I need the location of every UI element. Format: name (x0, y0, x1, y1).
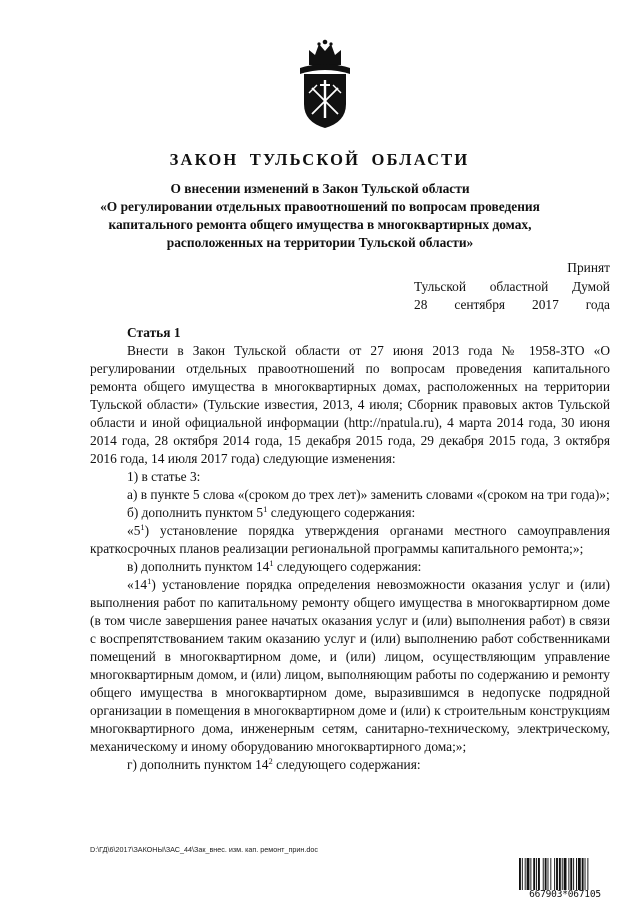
superscript: 1 (269, 558, 274, 568)
article-item-b (90, 504, 610, 522)
article-item-v (90, 558, 610, 576)
article-item-g (90, 756, 610, 774)
superscript: 1 (147, 576, 152, 586)
barcode-icon (519, 858, 611, 890)
item-text: следующего содержания: (272, 757, 421, 772)
superscript: 1 (263, 504, 268, 514)
article-item-a: а) в пункте 5 слова «(сроком до трех лет)» заменить словами «(сроком на три года)»; (127, 487, 610, 502)
adoption-day: 28 (414, 297, 428, 312)
barcode-number: 667903*067105 (529, 889, 601, 900)
article-body (90, 324, 610, 774)
item-text: г) дополнить пунктом 14 (127, 757, 269, 772)
subtitle-line: О внесении изменений в Закон Тульской области (170, 181, 470, 196)
subtitle-line: капитального ремонта общего имущества в многоквартирных домах, (108, 217, 532, 232)
item-text: «14 (127, 577, 148, 592)
item-text: «5 (127, 523, 141, 538)
quote-14-1 (90, 576, 610, 756)
adoption-word: областной (489, 278, 549, 294)
item-text: б) дополнить пунктом 5 (127, 505, 264, 520)
adoption-body (414, 278, 610, 297)
item-text: следующего содержания: (273, 559, 422, 574)
subtitle-line: «О регулировании отдельных правоотношений по вопросам проведения (100, 199, 540, 214)
article-item-1: 1) в статье 3: (127, 469, 201, 484)
adoption-month: сентября (454, 297, 506, 312)
adoption-label: Принят (567, 260, 610, 275)
item-text: следующего содержания: (267, 505, 416, 520)
adoption-date (414, 296, 610, 315)
article-heading: Статья 1 (127, 325, 181, 340)
tula-coat-of-arms-icon (295, 38, 355, 130)
adoption-word: Думой (571, 278, 610, 294)
adoption-block (414, 259, 610, 315)
file-path: D:\ГД\6\2017\ЗАКОНЫ\ЗАС_44\Зак_внес. изм. кап. ремонт_прин.doc (90, 845, 318, 854)
article-intro: Внести в Закон Тульской области от 27 июня 2013 года № 1958-ЗТО «О регулировании отдельных правоотношений по вопросам проведения капитального ремонта общего имущества в многоквартирных домах, расположенных на территории Тульской области» (Тульские известия, 2013, 4 июля; Сборник правовых актов Тульской области и иной официальной информации (http://npatula.ru), 4 марта 2014 года, 30 июня 2014 года, 28 октября 2014 года, 15 декабря 2015 года, 29 декабря 2015 года, 3 октября 2016 года, 14 июля 2017 года) следующие изменения: (90, 343, 610, 466)
law-title: ЗАКОН ТУЛЬСКОЙ ОБЛАСТИ (169, 150, 470, 169)
item-text: в) дополнить пунктом 14 (127, 559, 270, 574)
subtitle-line: расположенных на территории Тульской области» (166, 235, 474, 250)
superscript: 1 (140, 522, 145, 532)
item-text: ) установление порядка определения невозможности оказания услуг и (или) выполнения работ по капитальному ремонту общего имущества в многоквартирном доме (в том числе завершения ранее начатых оказания услуг и (или) выполнения работ) в связи с воспрепятствованием таким оказанию услуг и (или) выполнению работ собственниками помещений в многоквартирном доме, и (или) лицом, осуществляющим управление многоквартирным домом, и (или) лицом, выполняющим работы по содержанию и ремонту общего имущества в многоквартирном доме, выразившимся в недопуске подрядной организации в помещения в многоквартирном доме и (или) к строительным конструкциям многоквартирного дома, инженерным сетям, санитарно-техническому, электрическому, механическому и иному оборудованию многоквартирного дома;»; (90, 577, 610, 754)
superscript: 2 (268, 756, 273, 766)
item-text: ) установление порядка утверждения органами местного самоуправления краткосрочных планов реализации региональной программы капитального ремонта;»; (90, 523, 610, 556)
adoption-word: Тульской (414, 278, 467, 294)
law-subtitle (80, 180, 560, 252)
adoption-year-word: года (585, 297, 610, 312)
quote-5-1 (90, 522, 610, 558)
adoption-year: 2017 (532, 297, 559, 312)
